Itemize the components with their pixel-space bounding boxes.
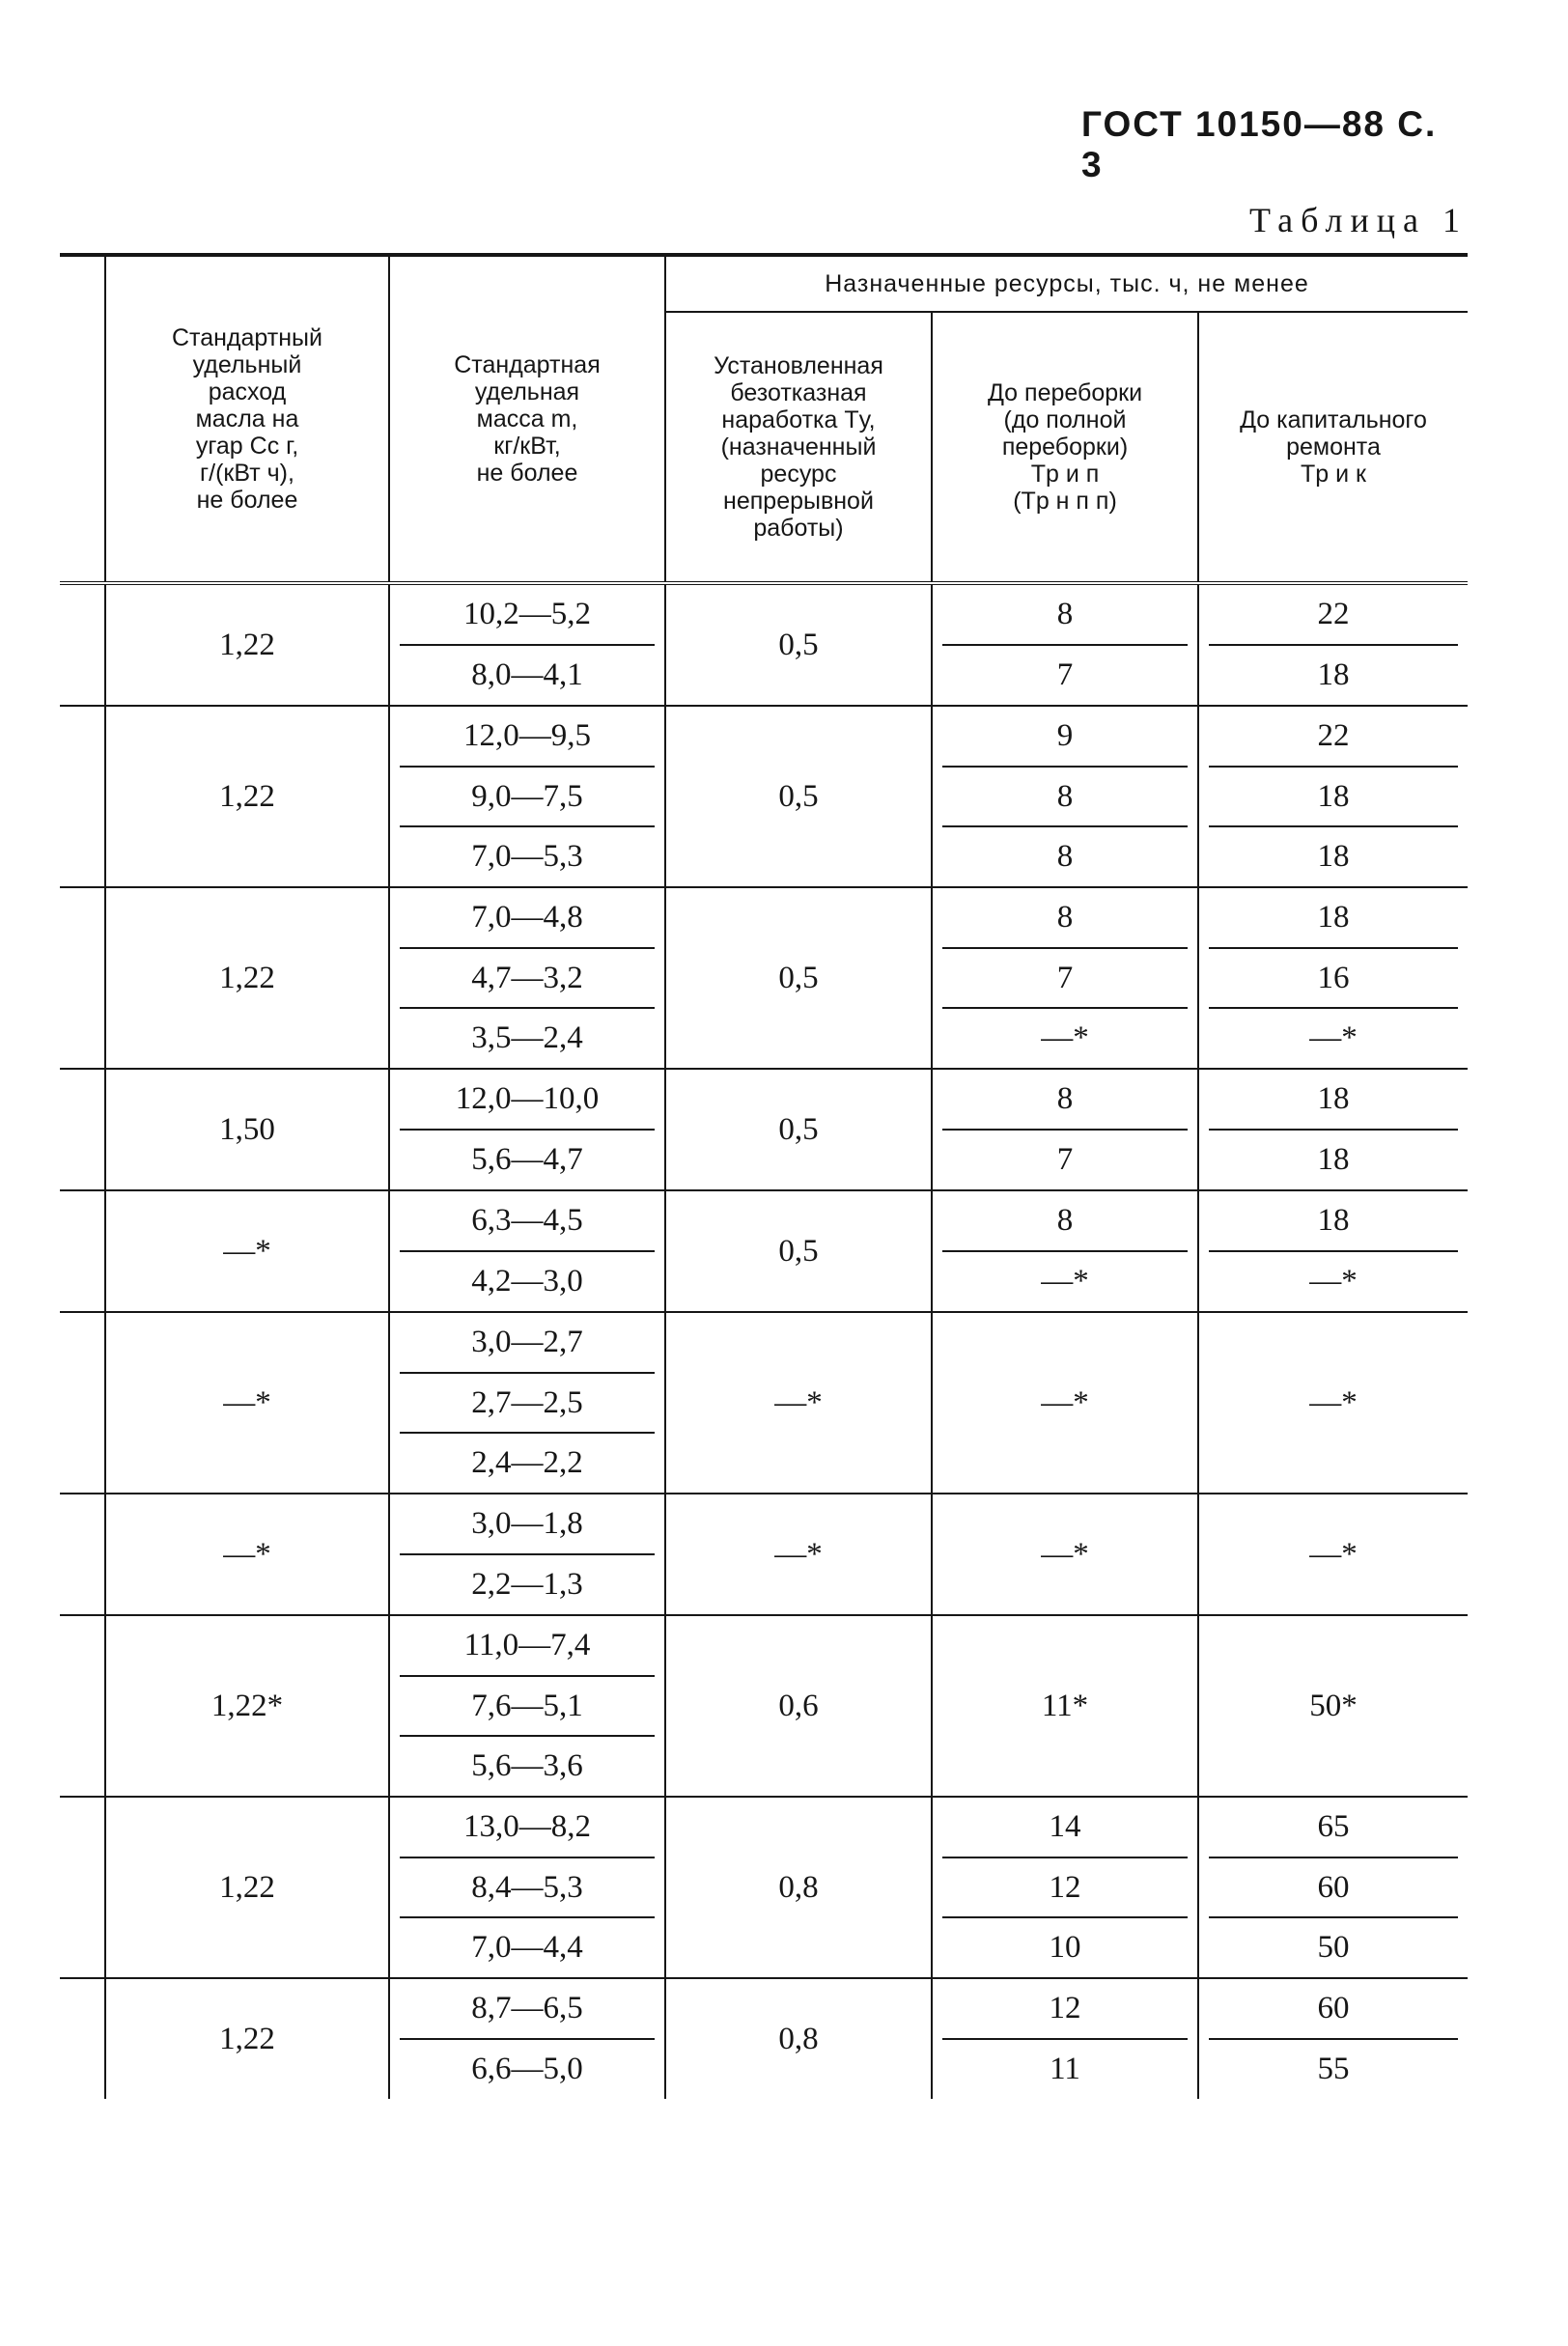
specific-mass-value: 3,5—2,4 xyxy=(471,1020,583,1056)
oil-consumption-cell: 1,22* xyxy=(104,1616,390,1796)
until-capital-repair-value: 60 xyxy=(1209,1858,1458,1919)
until-capital-repair-value: 16 xyxy=(1209,949,1458,1010)
until-overhaul-value: 8 xyxy=(942,1191,1188,1252)
until-overhaul-cell xyxy=(933,1070,1199,1189)
oil-consumption-cell: 1,22 xyxy=(104,888,390,1068)
failure-free-operation-cell: 0,6 xyxy=(666,1616,933,1796)
until-overhaul-cell xyxy=(933,888,1199,1068)
until-overhaul-value: 8 xyxy=(942,585,1188,646)
until-overhaul-value: 14 xyxy=(942,1798,1188,1858)
until-capital-repair-value: 18 xyxy=(1317,1142,1350,1177)
until-overhaul-value: —* xyxy=(1041,1384,1089,1420)
until-overhaul-value: 8 xyxy=(942,1070,1188,1131)
table-row-group xyxy=(60,1979,1468,2099)
specific-mass-value: 10,2—5,2 xyxy=(400,585,655,646)
until-overhaul-cell xyxy=(933,1616,1199,1796)
until-capital-repair-value: —* xyxy=(1309,1384,1358,1420)
until-overhaul-cell xyxy=(933,1979,1199,2099)
specific-mass-value: 7,6—5,1 xyxy=(400,1677,655,1738)
until-overhaul-value: 9 xyxy=(942,707,1188,768)
specific-mass-cell xyxy=(390,1616,666,1796)
until-capital-repair-cell xyxy=(1199,585,1468,705)
until-capital-repair-value: 65 xyxy=(1209,1798,1458,1858)
oil-consumption-cell: 1,22 xyxy=(104,1798,390,1977)
specific-mass-cell xyxy=(390,1191,666,1311)
table-row-group xyxy=(60,707,1468,888)
until-overhaul-value: —* xyxy=(1041,1264,1089,1299)
specific-mass-value: 3,0—2,7 xyxy=(400,1313,655,1374)
until-overhaul-cell xyxy=(933,1191,1199,1311)
header-failure-free-operation: Установленная безотказная наработка Tу, (назначенный ресурс непрерывной работы) xyxy=(666,313,933,581)
table-title: Таблица 1 xyxy=(1249,201,1468,239)
until-capital-repair-value: 18 xyxy=(1317,657,1350,692)
header-group-resources xyxy=(666,257,1468,581)
until-capital-repair-value: 22 xyxy=(1209,585,1458,646)
specific-mass-value: 8,0—4,1 xyxy=(471,657,583,692)
specific-mass-value: 5,6—4,7 xyxy=(471,1142,583,1177)
until-overhaul-value: 7 xyxy=(1056,657,1074,692)
failure-free-operation-cell: —* xyxy=(666,1494,933,1614)
page-reference: ГОСТ 10150—88 С. 3 xyxy=(1081,104,1438,184)
until-overhaul-value: 7 xyxy=(1056,1142,1074,1177)
failure-free-operation-cell: —* xyxy=(666,1313,933,1493)
failure-free-operation-cell: 0,5 xyxy=(666,1191,933,1311)
until-capital-repair-value: 60 xyxy=(1209,1979,1458,2040)
table-row-group xyxy=(60,1616,1468,1798)
oil-consumption-cell: 1,22 xyxy=(104,1979,390,2099)
until-overhaul-value: 7 xyxy=(942,949,1188,1010)
failure-free-operation-cell: 0,5 xyxy=(666,888,933,1068)
header-oil-consumption: Стандартный удельный расход масла на угар Cс г, г/(кВт ч), не более xyxy=(104,257,390,581)
specific-mass-cell xyxy=(390,1494,666,1614)
specific-mass-cell xyxy=(390,1070,666,1189)
specific-mass-cell xyxy=(390,1313,666,1493)
until-capital-repair-cell xyxy=(1199,1979,1468,2099)
oil-consumption-cell: 1,50 xyxy=(104,1070,390,1189)
specific-mass-value: 7,0—4,8 xyxy=(400,888,655,949)
table-row-group xyxy=(60,1313,1468,1494)
until-overhaul-cell xyxy=(933,1494,1199,1614)
oil-consumption-cell: 1,22 xyxy=(104,585,390,705)
table-row-group xyxy=(60,1494,1468,1616)
until-capital-repair-value: 22 xyxy=(1209,707,1458,768)
until-overhaul-value: 11 xyxy=(1050,2052,1080,2086)
until-capital-repair-cell xyxy=(1199,1313,1468,1493)
until-overhaul-value: —* xyxy=(1041,1020,1089,1056)
table-row-group xyxy=(60,585,1468,707)
specific-mass-value: 12,0—10,0 xyxy=(400,1070,655,1131)
until-overhaul-value: 11* xyxy=(1041,1688,1089,1723)
table-row-group xyxy=(60,888,1468,1070)
specific-mass-value: 7,0—4,4 xyxy=(471,1930,583,1966)
specific-mass-value: 9,0—7,5 xyxy=(400,768,655,828)
until-capital-repair-value: —* xyxy=(1309,1264,1358,1299)
until-capital-repair-value: 50* xyxy=(1309,1688,1358,1723)
oil-consumption-cell: —* xyxy=(104,1494,390,1614)
until-capital-repair-value: —* xyxy=(1309,1020,1358,1056)
table-row-group xyxy=(60,1191,1468,1313)
until-overhaul-value: 8 xyxy=(942,768,1188,828)
failure-free-operation-cell: 0,5 xyxy=(666,707,933,886)
table-row-group xyxy=(60,1798,1468,1979)
specific-mass-cell xyxy=(390,1979,666,2099)
until-capital-repair-cell xyxy=(1199,1494,1468,1614)
specific-mass-value: 6,6—5,0 xyxy=(471,2052,583,2086)
until-capital-repair-cell xyxy=(1199,1616,1468,1796)
specific-mass-cell xyxy=(390,585,666,705)
until-overhaul-value: —* xyxy=(1041,1536,1089,1572)
until-capital-repair-value: 18 xyxy=(1209,1191,1458,1252)
specific-mass-value: 2,4—2,2 xyxy=(471,1445,583,1481)
until-overhaul-value: 10 xyxy=(1049,1930,1081,1966)
until-capital-repair-cell xyxy=(1199,1191,1468,1311)
header-specific-mass: Стандартная удельная масса m, кг/кВт, не более xyxy=(390,257,666,581)
until-overhaul-value: 8 xyxy=(942,888,1188,949)
until-capital-repair-value: 18 xyxy=(1209,1070,1458,1131)
failure-free-operation-cell: 0,8 xyxy=(666,1798,933,1977)
header-group-title: Назначенные ресурсы, тыс. ч, не менее xyxy=(666,257,1468,313)
until-capital-repair-cell xyxy=(1199,707,1468,886)
specific-mass-cell xyxy=(390,888,666,1068)
until-capital-repair-cell xyxy=(1199,888,1468,1068)
header-until-overhaul: До переборки (до полной переборки) Tр и п (Tр н п п) xyxy=(933,313,1199,581)
failure-free-operation-cell: 0,5 xyxy=(666,1070,933,1189)
until-capital-repair-value: 18 xyxy=(1317,839,1350,875)
specific-mass-value: 8,4—5,3 xyxy=(400,1858,655,1919)
specific-mass-value: 5,6—3,6 xyxy=(471,1748,583,1784)
until-capital-repair-value: 55 xyxy=(1317,2052,1350,2086)
until-capital-repair-value: 18 xyxy=(1209,888,1458,949)
specific-mass-cell xyxy=(390,1798,666,1977)
specific-mass-value: 6,3—4,5 xyxy=(400,1191,655,1252)
until-overhaul-cell xyxy=(933,1798,1199,1977)
oil-consumption-cell: 1,22 xyxy=(104,707,390,886)
until-capital-repair-cell xyxy=(1199,1070,1468,1189)
until-overhaul-value: 8 xyxy=(1056,839,1074,875)
until-overhaul-cell xyxy=(933,707,1199,886)
specific-mass-value: 13,0—8,2 xyxy=(400,1798,655,1858)
header-until-capital-repair: До капитального ремонта Tр и к xyxy=(1240,406,1427,488)
until-capital-repair-value: 18 xyxy=(1209,768,1458,828)
specific-mass-value: 4,7—3,2 xyxy=(400,949,655,1010)
specific-mass-value: 2,2—1,3 xyxy=(471,1567,583,1602)
specific-mass-cell xyxy=(390,707,666,886)
resource-table xyxy=(60,253,1468,2099)
table-row-group xyxy=(60,1070,1468,1191)
until-overhaul-value: 12 xyxy=(942,1979,1188,2040)
until-overhaul-value: 12 xyxy=(942,1858,1188,1919)
until-capital-repair-value: —* xyxy=(1309,1536,1358,1572)
specific-mass-value: 11,0—7,4 xyxy=(400,1616,655,1677)
specific-mass-value: 8,7—6,5 xyxy=(400,1979,655,2040)
table-header xyxy=(60,257,1468,585)
until-overhaul-cell xyxy=(933,1313,1199,1493)
until-capital-repair-cell xyxy=(1199,1798,1468,1977)
until-capital-repair-value: 50 xyxy=(1317,1930,1350,1966)
specific-mass-value: 12,0—9,5 xyxy=(400,707,655,768)
failure-free-operation-cell: 0,8 xyxy=(666,1979,933,2099)
until-overhaul-cell xyxy=(933,585,1199,705)
specific-mass-value: 3,0—1,8 xyxy=(400,1494,655,1555)
specific-mass-value: 7,0—5,3 xyxy=(471,839,583,875)
oil-consumption-cell: —* xyxy=(104,1313,390,1493)
specific-mass-value: 2,7—2,5 xyxy=(400,1374,655,1435)
specific-mass-value: 4,2—3,0 xyxy=(471,1264,583,1299)
table-body xyxy=(60,585,1468,2099)
oil-consumption-cell: —* xyxy=(104,1191,390,1311)
failure-free-operation-cell: 0,5 xyxy=(666,585,933,705)
